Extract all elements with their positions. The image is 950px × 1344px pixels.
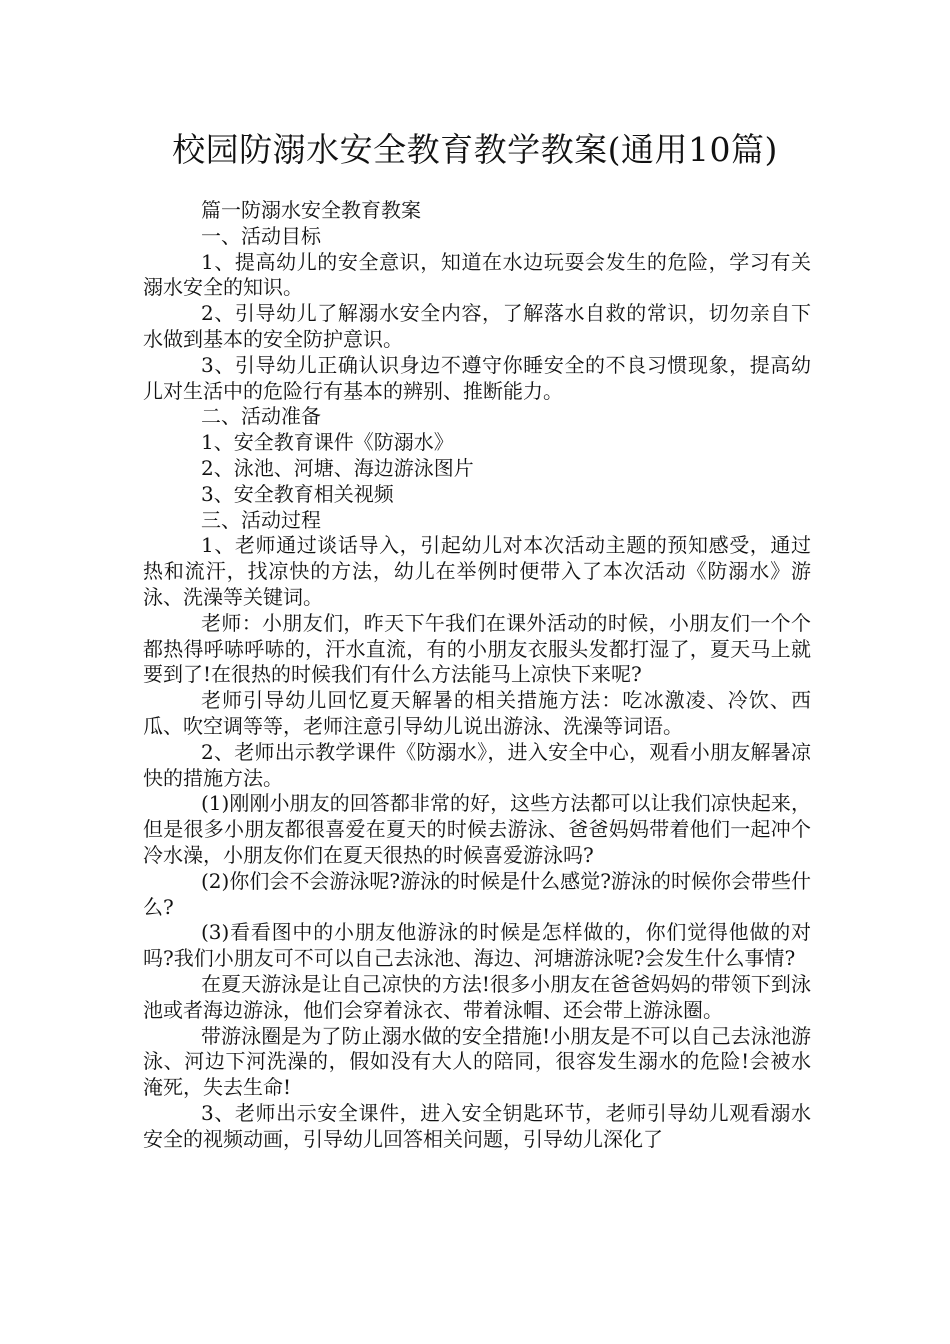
paragraph: 2、老师出示教学课件《防溺水》，进入安全中心，观看小朋友解暑凉快的措施方法。 xyxy=(143,739,811,790)
paragraph: 3、安全教育相关视频 xyxy=(201,481,394,506)
paragraph: 1、安全教育课件《防溺水》 xyxy=(201,430,454,455)
subsection-heading: 一、活动目标 xyxy=(201,223,321,248)
document-body xyxy=(143,198,811,1152)
paragraph: 带游泳圈是为了防止溺水做的安全措施!小朋友是不可以自己去泳池游泳、河边下河洗澡的，假如没有大人的陪同，很容发生溺水的危险!会被水淹死，失去生命! xyxy=(143,1023,811,1100)
paragraph: 老师引导幼儿回忆夏天解暑的相关措施方法：吃冰激凌、冷饮、西瓜、吹空调等等，老师注意引导幼儿说出游泳、洗澡等词语。 xyxy=(143,688,811,738)
paragraph: 3、老师出示安全课件，进入安全钥匙环节，老师引导幼儿观看溺水安全的视频动画，引导幼儿回答相关问题，引导幼儿深化了 xyxy=(143,1100,811,1151)
paragraph: 1、老师通过谈话导入，引起幼儿对本次活动主题的预知感受，通过热和流汗，找凉快的方法，幼儿在举例时便带入了本次活动《防溺水》游泳、洗澡等关键词。 xyxy=(143,533,811,609)
section-heading: 篇一防溺水安全教育教案 xyxy=(201,198,421,222)
paragraph: 老师：小朋友们，昨天下午我们在课外活动的时候，小朋友们一个个都热得呼哧呼哧的，汗水直流，有的小朋友衣服头发都打湿了，夏天马上就要到了!在很热的时候我们有什么方法能马上凉快下来呢? xyxy=(143,610,811,687)
subsection-heading: 三、活动过程 xyxy=(201,507,321,532)
paragraph: 2、泳池、河塘、海边游泳图片 xyxy=(201,455,474,480)
paragraph: 在夏天游泳是让自己凉快的方法!很多小朋友在爸爸妈妈的带领下到泳池或者海边游泳，他们会穿着泳衣、带着泳帽、还会带上游泳圈。 xyxy=(143,971,811,1022)
document-title: 校园防溺水安全教育教学教案(通用10篇) xyxy=(172,130,778,169)
paragraph: (2)你们会不会游泳呢?游泳的时候是什么感觉?游泳的时候你会带些什么? xyxy=(143,868,811,919)
subsection-heading: 二、活动准备 xyxy=(201,404,321,429)
paragraph: 2、引导幼儿了解溺水安全内容，了解落水自救的常识，切勿亲自下水做到基本的安全防护意识。 xyxy=(143,301,811,351)
paragraph: 1、提高幼儿的安全意识，知道在水边玩耍会发生的危险，学习有关溺水安全的知识。 xyxy=(143,249,811,300)
paragraph: (1)刚刚小朋友的回答都非常的好，这些方法都可以让我们凉快起来，但是很多小朋友都很喜爱在夏天的时候去游泳、爸爸妈妈带着他们一起冲个冷水澡，小朋友你们在夏天很热的时候喜爱游泳吗? xyxy=(143,791,811,867)
paragraph: (3)看看图中的小朋友他游泳的时候是怎样做的，你们觉得他做的对吗?我们小朋友可不可以自己去泳池、海边、河塘游泳呢?会发生什么事情? xyxy=(143,920,811,971)
paragraph: 3、引导幼儿正确认识身边不遵守你睡安全的不良习惯现象，提高幼儿对生活中的危险行有基本的辨别、推断能力。 xyxy=(143,352,811,403)
